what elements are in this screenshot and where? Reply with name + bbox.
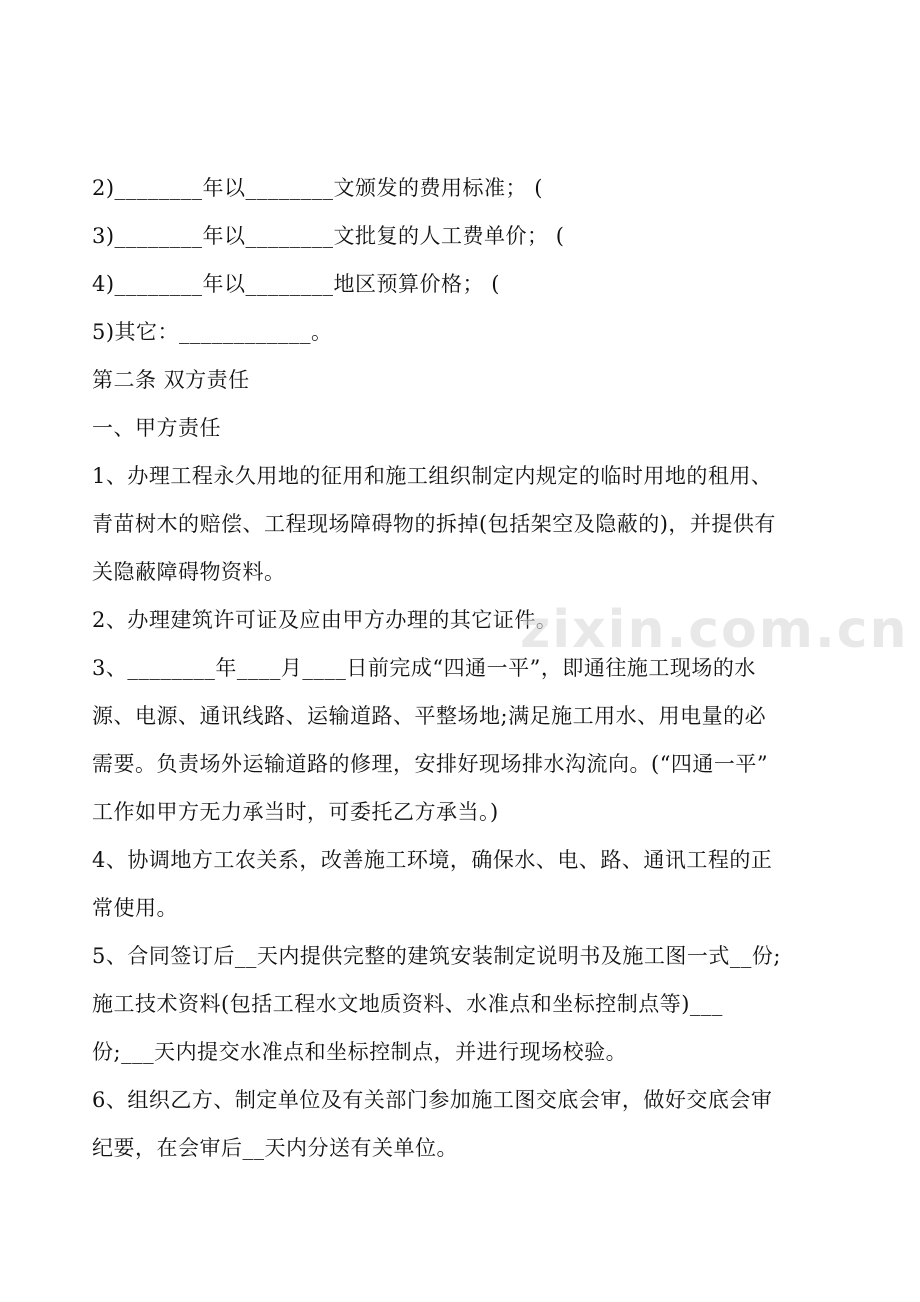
paragraph-line: 2、办理建筑许可证及应由甲方办理的其它证件。 bbox=[92, 608, 558, 632]
article-heading: 第二条 双方责任 bbox=[92, 368, 250, 392]
paragraph-line: 6、组织乙方、制定单位及有关部门参加施工图交底会审，做好交底会审 bbox=[92, 1088, 773, 1112]
paragraph-line: 需要。负责场外运输道路的修理，安排好现场排水沟流向。(“四通一平” bbox=[92, 752, 769, 776]
paragraph-line: 纪要，在会审后__天内分送有关单位。 bbox=[92, 1136, 458, 1160]
paragraph-line: 1、办理工程永久用地的征用和施工组织制定内规定的临时用地的租用、 bbox=[92, 464, 773, 488]
paragraph-line: 青苗树木的赔偿、工程现场障碍物的拆掉(包括架空及隐蔽的)，并提供有 bbox=[92, 512, 776, 536]
clause-item-2: 2)________年以________文颁发的费用标准； ( bbox=[92, 176, 543, 200]
paragraph-line: 施工技术资料(包括工程水文地质资料、水准点和坐标控制点等)___ bbox=[92, 992, 723, 1016]
paragraph-line: 工作如甲方无力承当时，可委托乙方承当。) bbox=[92, 800, 499, 824]
watermark-logo: zixin.com.cn bbox=[520, 600, 909, 660]
paragraph-line: 4、协调地方工农关系，改善施工环境，确保水、电、路、通讯工程的正 bbox=[92, 848, 773, 872]
paragraph-line: 份;___天内提交水准点和坐标控制点，并进行现场校验。 bbox=[92, 1040, 628, 1064]
paragraph-line: 源、电源、通讯线路、运输道路、平整场地;满足施工用水、用电量的必 bbox=[92, 704, 767, 728]
paragraph-line: 常使用。 bbox=[92, 896, 178, 920]
paragraph-line: 5、合同签订后__天内提供完整的建筑安装制定说明书及施工图一式__份; bbox=[92, 944, 781, 968]
paragraph-line: 关隐蔽障碍物资料。 bbox=[92, 560, 286, 584]
clause-item-5: 5)其它：____________。 bbox=[92, 320, 333, 344]
clause-item-3: 3)________年以________文批复的人工费单价； ( bbox=[92, 224, 565, 248]
section-heading: 一、甲方责任 bbox=[92, 416, 221, 440]
clause-item-4: 4)________年以________地区预算价格； ( bbox=[92, 272, 500, 296]
paragraph-line: 3、________年____月____日前完成“四通一平”，即通往施工现场的水 bbox=[92, 656, 756, 680]
